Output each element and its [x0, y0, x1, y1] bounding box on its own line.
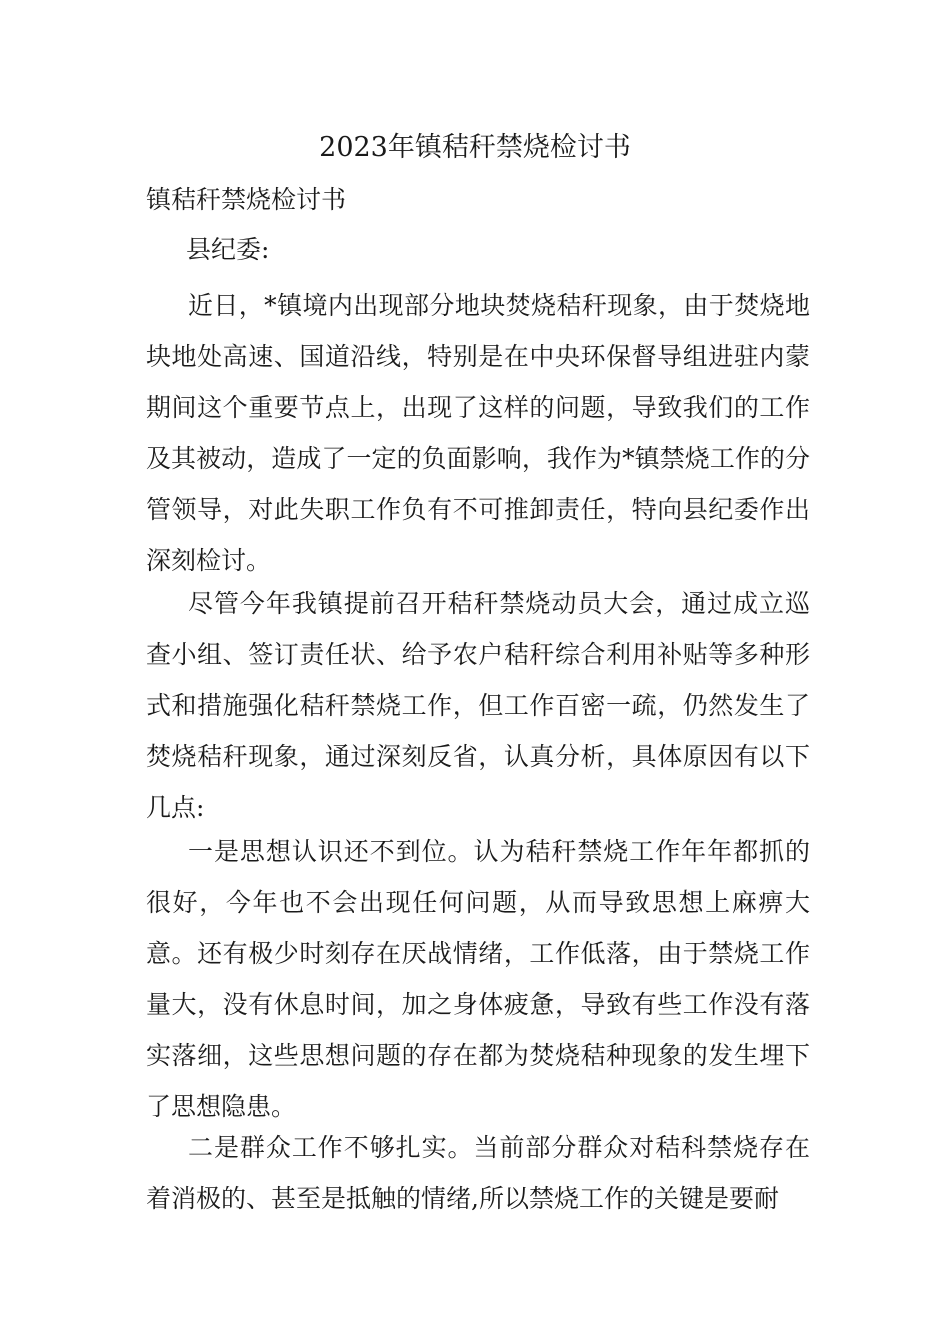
paragraph-reason-two: 二是群众工作不够扎实。当前部分群众对秸科禁烧存在着消极的、甚至是抵触的情绪,所以禁烧工作的关键是要耐 — [146, 1133, 810, 1213]
paragraph-measures: 尽管今年我镇提前召开秸秆禁烧动员大会，通过成立巡查小组、签订责任状、给予农户秸秆综合利用补贴等多种形式和措施强化秸秆禁烧工作，但工作百密一疏，仍然发生了焚烧秸秆现象，通过深刻反省，认真分析，具体原因有以下几点: — [146, 589, 810, 822]
document-subtitle: 镇秸秆禁烧检讨书 — [146, 185, 347, 214]
document-title: 2023年镇秸秆禁烧检讨书 — [319, 132, 631, 163]
paragraph-reason-one: 一是思想认识还不到位。认为秸秆禁烧工作年年都抓的很好，今年也不会出现任何问题，从而导致思想上麻痹大意。还有极少时刻存在厌战情绪，工作低落，由于禁烧工作量大，没有休息时间，加之身体疲惫，导致有些工作没有落实落细，这些思想问题的存在都为焚烧秸种现象的发生埋下了思想隐患。 — [146, 837, 810, 1121]
salutation: 县纪委: — [186, 235, 270, 264]
paragraph-incident: 近日，*镇境内出现部分地块焚烧秸秆现象，由于焚烧地块地处高速、国道沿线，特别是在中央环保督导组进驻内蒙期间这个重要节点上，出现了这样的问题，导致我们的工作及其被动，造成了一定的负面影响，我作为*镇禁烧工作的分管领导，对此失职工作负有不可推卸责任，特向县纪委作出深刻检讨。 — [146, 291, 810, 575]
